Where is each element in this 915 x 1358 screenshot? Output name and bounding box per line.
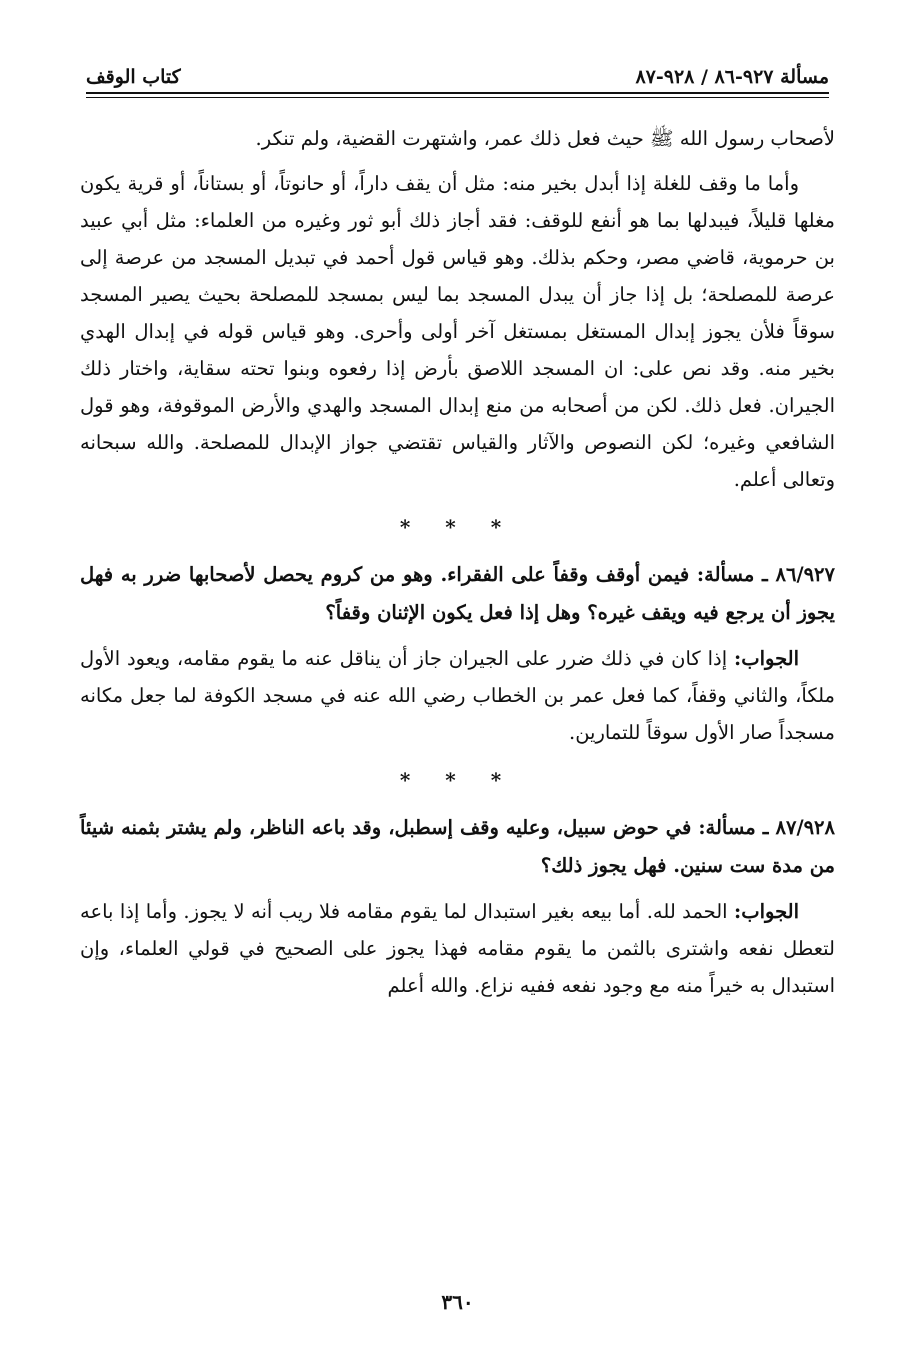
paragraph: وأما ما وقف للغلة إذا أبدل بخير منه: مثل أن يقف داراً، أو حانوتاً، أو بستاناً، أو قرية يكون مغلها قليلاً، فيبدلها بما هو أنفع للوقف: فقد أجاز ذلك أبو ثور وغيره من العلماء: مثل أبي عبيد بن حرموية، قاضي مصر، وحكم بذلك. وهو قياس قول أحمد في تبديل المسجد من عرصة إلى عرصة للمصلحة؛ بل إذا جاز أن يبدل المسجد بما ليس بمسجد للمصلحة بحيث يصير المسجد سوقاً فلأن يجوز إبدال المستغل بمستغل آخر أولى وأحرى. وهو قياس قوله في إبدال الهدي بخير منه. وقد نص على: ان المسجد اللاصق بأرض إذا رفعوه وبنوا تحته سقاية، واختار ذلك الجيران. فعل ذلك. لكن من أصحابه من منع إبدال المسجد والهدي والأرض الموقوفة، وهو قول الشافعي وغيره؛ لكن النصوص والآثار والقياس تقتضي جواز الإبدال للمصلحة. والله سبحانه وتعالى أعلم. <box>80 172 835 491</box>
section-separator: * * * <box>399 515 516 539</box>
page-number: ٣٦٠ <box>441 1290 474 1314</box>
answer-label: الجواب: <box>734 900 800 923</box>
issue-question: ٨٧/٩٢٨ ـ مسألة: في حوض سبيل، وعليه وقف إسطبل، وقد باعه الناظر، ولم يشتر بثمنه شيئاً من مدة ست سنين. فهل يجوز ذلك؟ <box>80 816 835 877</box>
running-header <box>86 58 829 88</box>
issue-range: مسألة ٩٢٧-٨٦ / ٩٢٨-٨٧ <box>635 66 829 88</box>
issue-answer <box>80 893 835 1004</box>
paragraph: لأصحاب رسول الله ﷺ حيث فعل ذلك عمر، واشتهرت القضية، ولم تنكر. <box>255 127 835 150</box>
page-body <box>80 120 835 1012</box>
section-separator: * * * <box>399 768 516 792</box>
answer-label: الجواب: <box>734 647 800 670</box>
answer-text: إذا كان في ذلك ضرر على الجيران جاز أن يناقل عنه ما يقوم مقامه، ويعود الأول ملكاً، والثاني وقفاً، كما فعل عمر بن الخطاب رضي الله عنه في مسجد الكوفة لما جعل مكانه مسجداً صار الأول سوقاً للتمارين. <box>80 647 835 744</box>
book-title: كتاب الوقف <box>86 66 181 88</box>
issue-answer <box>80 640 835 751</box>
header-rule <box>86 92 829 98</box>
issue-question: ٨٦/٩٢٧ ـ مسألة: فيمن أوقف وقفاً على الفقراء. وهو من كروم يحصل لأصحابها ضرر به فهل يجوز أن يرجع فيه ويقف غيره؟ وهل إذا فعل يكون الإثنان وقفاً؟ <box>80 563 835 624</box>
answer-text: الحمد لله. أما بيعه بغير استبدال لما يقوم مقامه فلا ريب أنه لا يجوز. وأما إذا باعه لتعطل نفعه واشترى بالثمن ما يقوم مقامه فهذا يجوز على الصحيح في قولي العلماء، وإن استبدال به خيراً منه مع وجود نفعه ففيه نزاع. والله أعلم <box>80 900 835 997</box>
